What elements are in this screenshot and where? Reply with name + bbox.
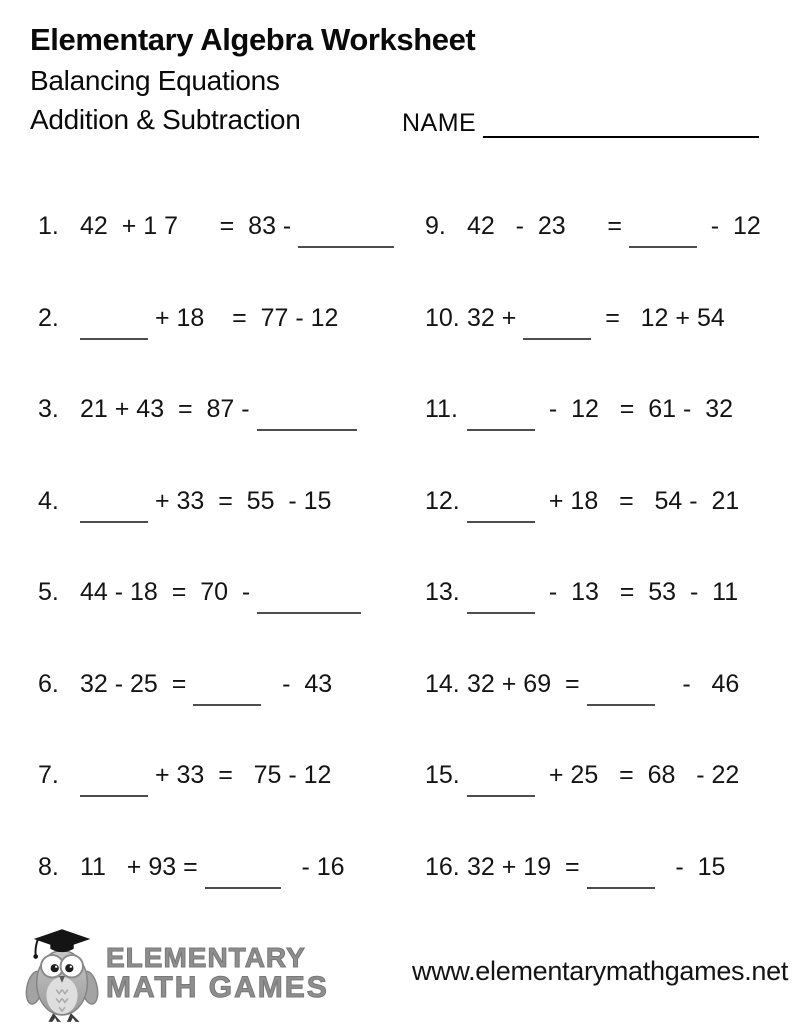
equation-text: 42 - 23 = [467, 212, 629, 240]
problem-row-3 [38, 393, 425, 485]
logo-wordmark [106, 943, 329, 1004]
equation-text: 21 + 43 = 87 - [80, 395, 257, 423]
answer-blank[interactable] [467, 777, 535, 797]
problem-number: 1. [38, 212, 59, 240]
equation-text: + 18 = 54 - 21 [535, 486, 740, 515]
equation-text: - 15 [654, 852, 726, 881]
answer-blank[interactable] [257, 594, 361, 614]
elementary-math-games-logo [24, 926, 329, 1026]
equation [467, 576, 738, 668]
equation-text: + 33 = 55 - 15 [148, 486, 332, 515]
equation-text: + 33 = 75 - 12 [148, 761, 332, 789]
equation-text: = 12 + 54 [591, 303, 725, 332]
answer-blank[interactable] [80, 320, 148, 340]
problem-number: 2. [38, 303, 59, 332]
problem-row-5 [38, 576, 425, 668]
problem-row-7 [38, 759, 425, 851]
answer-blank[interactable] [205, 869, 281, 889]
problem-row-4 [38, 485, 425, 577]
answer-blank[interactable] [587, 686, 655, 706]
problem-number: 16. [425, 852, 460, 881]
problem-row-1 [38, 210, 425, 302]
equation-text: 32 + [467, 303, 524, 332]
equation [80, 576, 361, 668]
equation [80, 668, 332, 760]
answer-blank[interactable] [80, 503, 148, 523]
page-title: Elementary Algebra Worksheet [30, 22, 476, 57]
problem-row-15 [425, 759, 775, 851]
equation [467, 393, 733, 485]
answer-blank[interactable] [523, 320, 591, 340]
problem-row-12 [425, 485, 775, 577]
equation [467, 851, 725, 943]
equation-text: + 18 = 77 - 12 [148, 303, 339, 332]
problem-number: 9. [425, 212, 446, 240]
equation-text: 32 - 25 = [80, 669, 194, 698]
equation [80, 302, 338, 394]
name-label: NAME [402, 109, 477, 137]
problem-number: 4. [38, 486, 59, 515]
equation-text: 42 + 1 7 = 83 - [80, 212, 299, 240]
subtitle-balancing-equations: Balancing Equations [30, 65, 280, 96]
problem-row-6 [38, 668, 425, 760]
problem-number: 13. [425, 578, 460, 606]
answer-blank[interactable] [467, 503, 535, 523]
problem-number: 10. [425, 303, 460, 332]
equation-text: - 12 [696, 212, 761, 240]
equation-text: - 43 [261, 669, 333, 698]
problem-number: 14. [425, 669, 460, 698]
answer-blank[interactable] [467, 594, 535, 614]
problem-number: 5. [38, 578, 59, 606]
name-field-row [402, 108, 759, 138]
problems-grid [38, 210, 775, 942]
equation [80, 210, 394, 302]
problem-row-14 [425, 668, 775, 760]
website-url: www.elementarymathgames.net [412, 956, 789, 986]
problem-row-11 [425, 393, 775, 485]
equation-text: - 46 [654, 669, 740, 698]
problem-number: 7. [38, 761, 59, 789]
answer-blank[interactable] [467, 411, 535, 431]
problem-row-2 [38, 302, 425, 394]
equation-text: 11 + 93 = [80, 852, 205, 881]
equation [80, 485, 331, 577]
subtitle-addition-subtraction: Addition & Subtraction [30, 104, 301, 135]
problem-row-13 [425, 576, 775, 668]
answer-blank[interactable] [587, 869, 655, 889]
problem-row-9 [425, 210, 775, 302]
problem-number: 3. [38, 395, 59, 423]
equation-text: 32 + 19 = [467, 852, 587, 881]
logo-line-math-games: MATH GAMES [106, 970, 329, 1004]
equation [80, 393, 357, 485]
answer-blank[interactable] [629, 228, 697, 248]
name-input-line[interactable] [483, 108, 759, 138]
equation-text: 32 + 69 = [467, 669, 587, 698]
equation-text: - 12 = 61 - 32 [535, 395, 734, 423]
problem-number: 6. [38, 669, 59, 698]
logo-line-elementary: ELEMENTARY [106, 941, 306, 973]
equation [467, 759, 739, 851]
equation [80, 759, 331, 851]
answer-blank[interactable] [257, 411, 357, 431]
equation [467, 210, 761, 302]
answer-blank[interactable] [80, 777, 148, 797]
equation-text: - 16 [280, 852, 345, 881]
equation-text: - 13 = 53 - 11 [535, 578, 739, 606]
problem-row-16 [425, 851, 775, 943]
equation [467, 302, 725, 394]
problem-number: 15. [425, 761, 460, 789]
owl-graduation-cap-icon [24, 926, 102, 1026]
problem-row-10 [425, 302, 775, 394]
answer-blank[interactable] [298, 228, 394, 248]
equation-text: 44 - 18 = 70 - [80, 578, 258, 606]
answer-blank[interactable] [193, 686, 261, 706]
equation [467, 485, 739, 577]
equation-text: + 25 = 68 - 22 [535, 761, 740, 789]
problem-number: 11. [425, 395, 458, 423]
equation [467, 668, 739, 760]
problem-number: 12. [425, 486, 460, 515]
problem-number: 8. [38, 852, 59, 881]
